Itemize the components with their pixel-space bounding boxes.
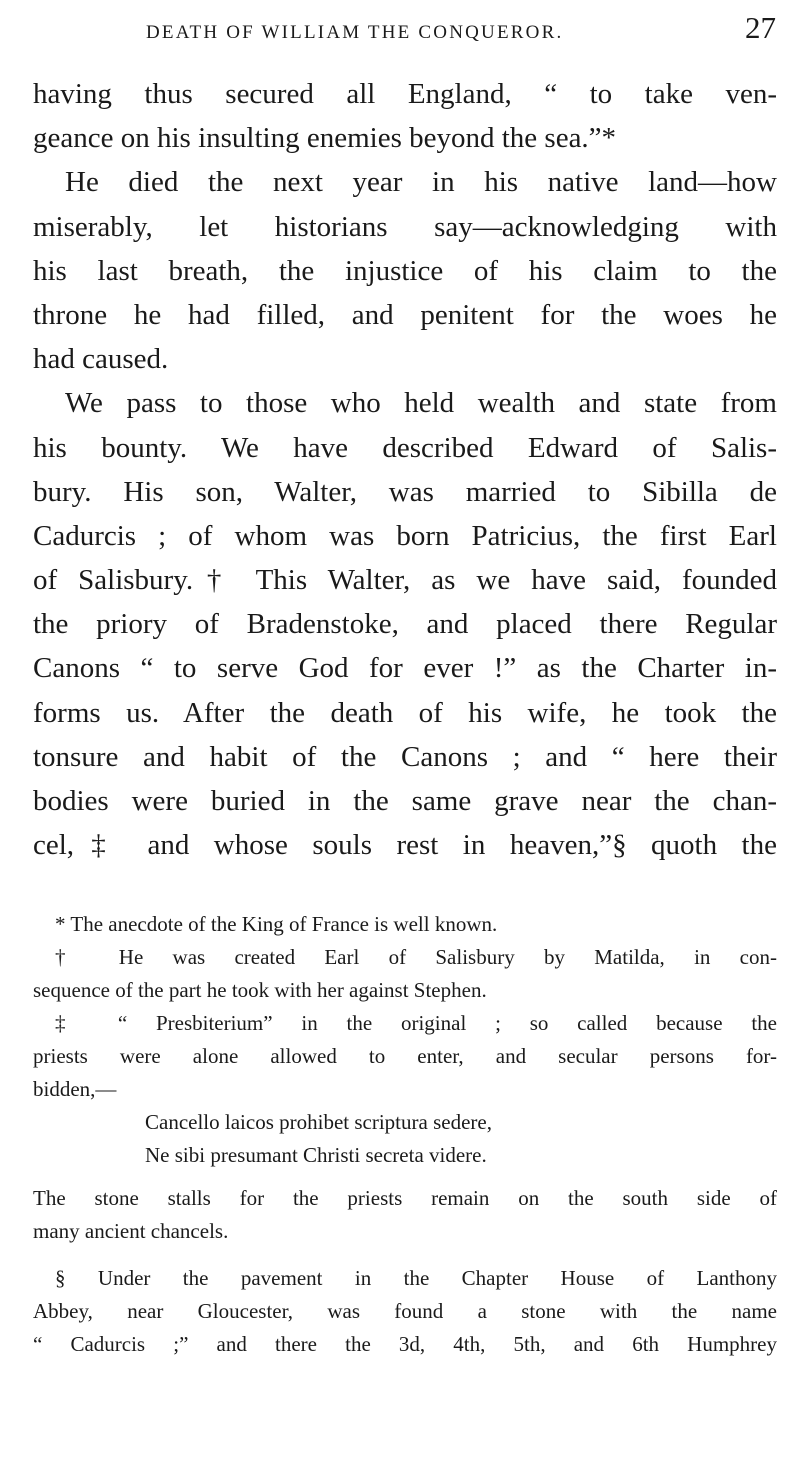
footnote-star: * The anecdote of the King of France is well known. xyxy=(55,912,498,936)
body-line: bury. His son, Walter, was married to Sibilla de xyxy=(33,475,777,508)
page-header xyxy=(36,8,776,52)
body-line: Canons “ to serve God for ever !” as the Charter in- xyxy=(33,652,777,685)
footnote-section: Abbey, near Gloucester, was found a stone with the name xyxy=(33,1299,777,1323)
body-line: bodies were buried in the same grave near the chan- xyxy=(33,785,777,817)
body-line: He died the next year in his native land—how xyxy=(65,166,777,199)
footnote-dagger: † He was created Earl of Salisbury by Matilda, in con- xyxy=(55,945,777,969)
footnote-double-dagger: bidden,— xyxy=(33,1077,117,1101)
body-line: geance on his insulting enemies beyond the sea.”* xyxy=(33,122,617,155)
body-line: We pass to those who held wealth and state from xyxy=(65,387,777,420)
running-head: DEATH OF WILLIAM THE CONQUEROR. xyxy=(146,22,564,43)
body-line: Cadurcis ; of whom was born Patricius, the first Earl xyxy=(33,519,777,552)
body-line: his bounty. We have described Edward of Salis- xyxy=(33,431,777,464)
body-line: forms us. After the death of his wife, he took the xyxy=(33,696,777,729)
verse-line: Cancello laicos prohibet scriptura sedere, xyxy=(145,1110,492,1134)
footnote-dagger: sequence of the part he took with her against Stephen. xyxy=(33,978,487,1002)
body-line: having thus secured all England, “ to take ven- xyxy=(33,78,777,110)
body-line: tonsure and habit of the Canons ; and “ here their xyxy=(33,740,777,773)
body-line: cel,‡ and whose souls rest in heaven,”§ quoth the xyxy=(33,829,777,862)
body-line: of Salisbury.† This Walter, as we have said, founded xyxy=(33,564,777,597)
footnote-double-dagger: priests were alone allowed to enter, and secular persons for- xyxy=(33,1044,777,1068)
footnote-continuation: The stone stalls for the priests remain on the south side of xyxy=(33,1186,777,1210)
body-line: throne he had filled, and penitent for the woes he xyxy=(33,298,777,331)
body-line: had caused. xyxy=(33,343,169,376)
page-number: 27 xyxy=(745,10,776,45)
verse-line: Ne sibi presumant Christi secreta videre. xyxy=(145,1143,487,1167)
body-text xyxy=(33,72,777,867)
body-line: miserably, let historians say—acknowledging with xyxy=(33,210,777,243)
body-line: his last breath, the injustice of his claim to the xyxy=(33,254,777,287)
body-line: the priory of Bradenstoke, and placed there Regular xyxy=(33,608,777,641)
footnotes xyxy=(33,908,777,1361)
footnote-continuation: many ancient chancels. xyxy=(33,1219,229,1243)
footnote-section: § Under the pavement in the Chapter House of Lanthony xyxy=(55,1266,777,1290)
footnote-double-dagger: ‡ “ Presbiterium” in the original ; so called because the xyxy=(55,1011,777,1035)
footnote-section: “ Cadurcis ;” and there the 3d, 4th, 5th, and 6th Humphrey xyxy=(33,1332,777,1356)
